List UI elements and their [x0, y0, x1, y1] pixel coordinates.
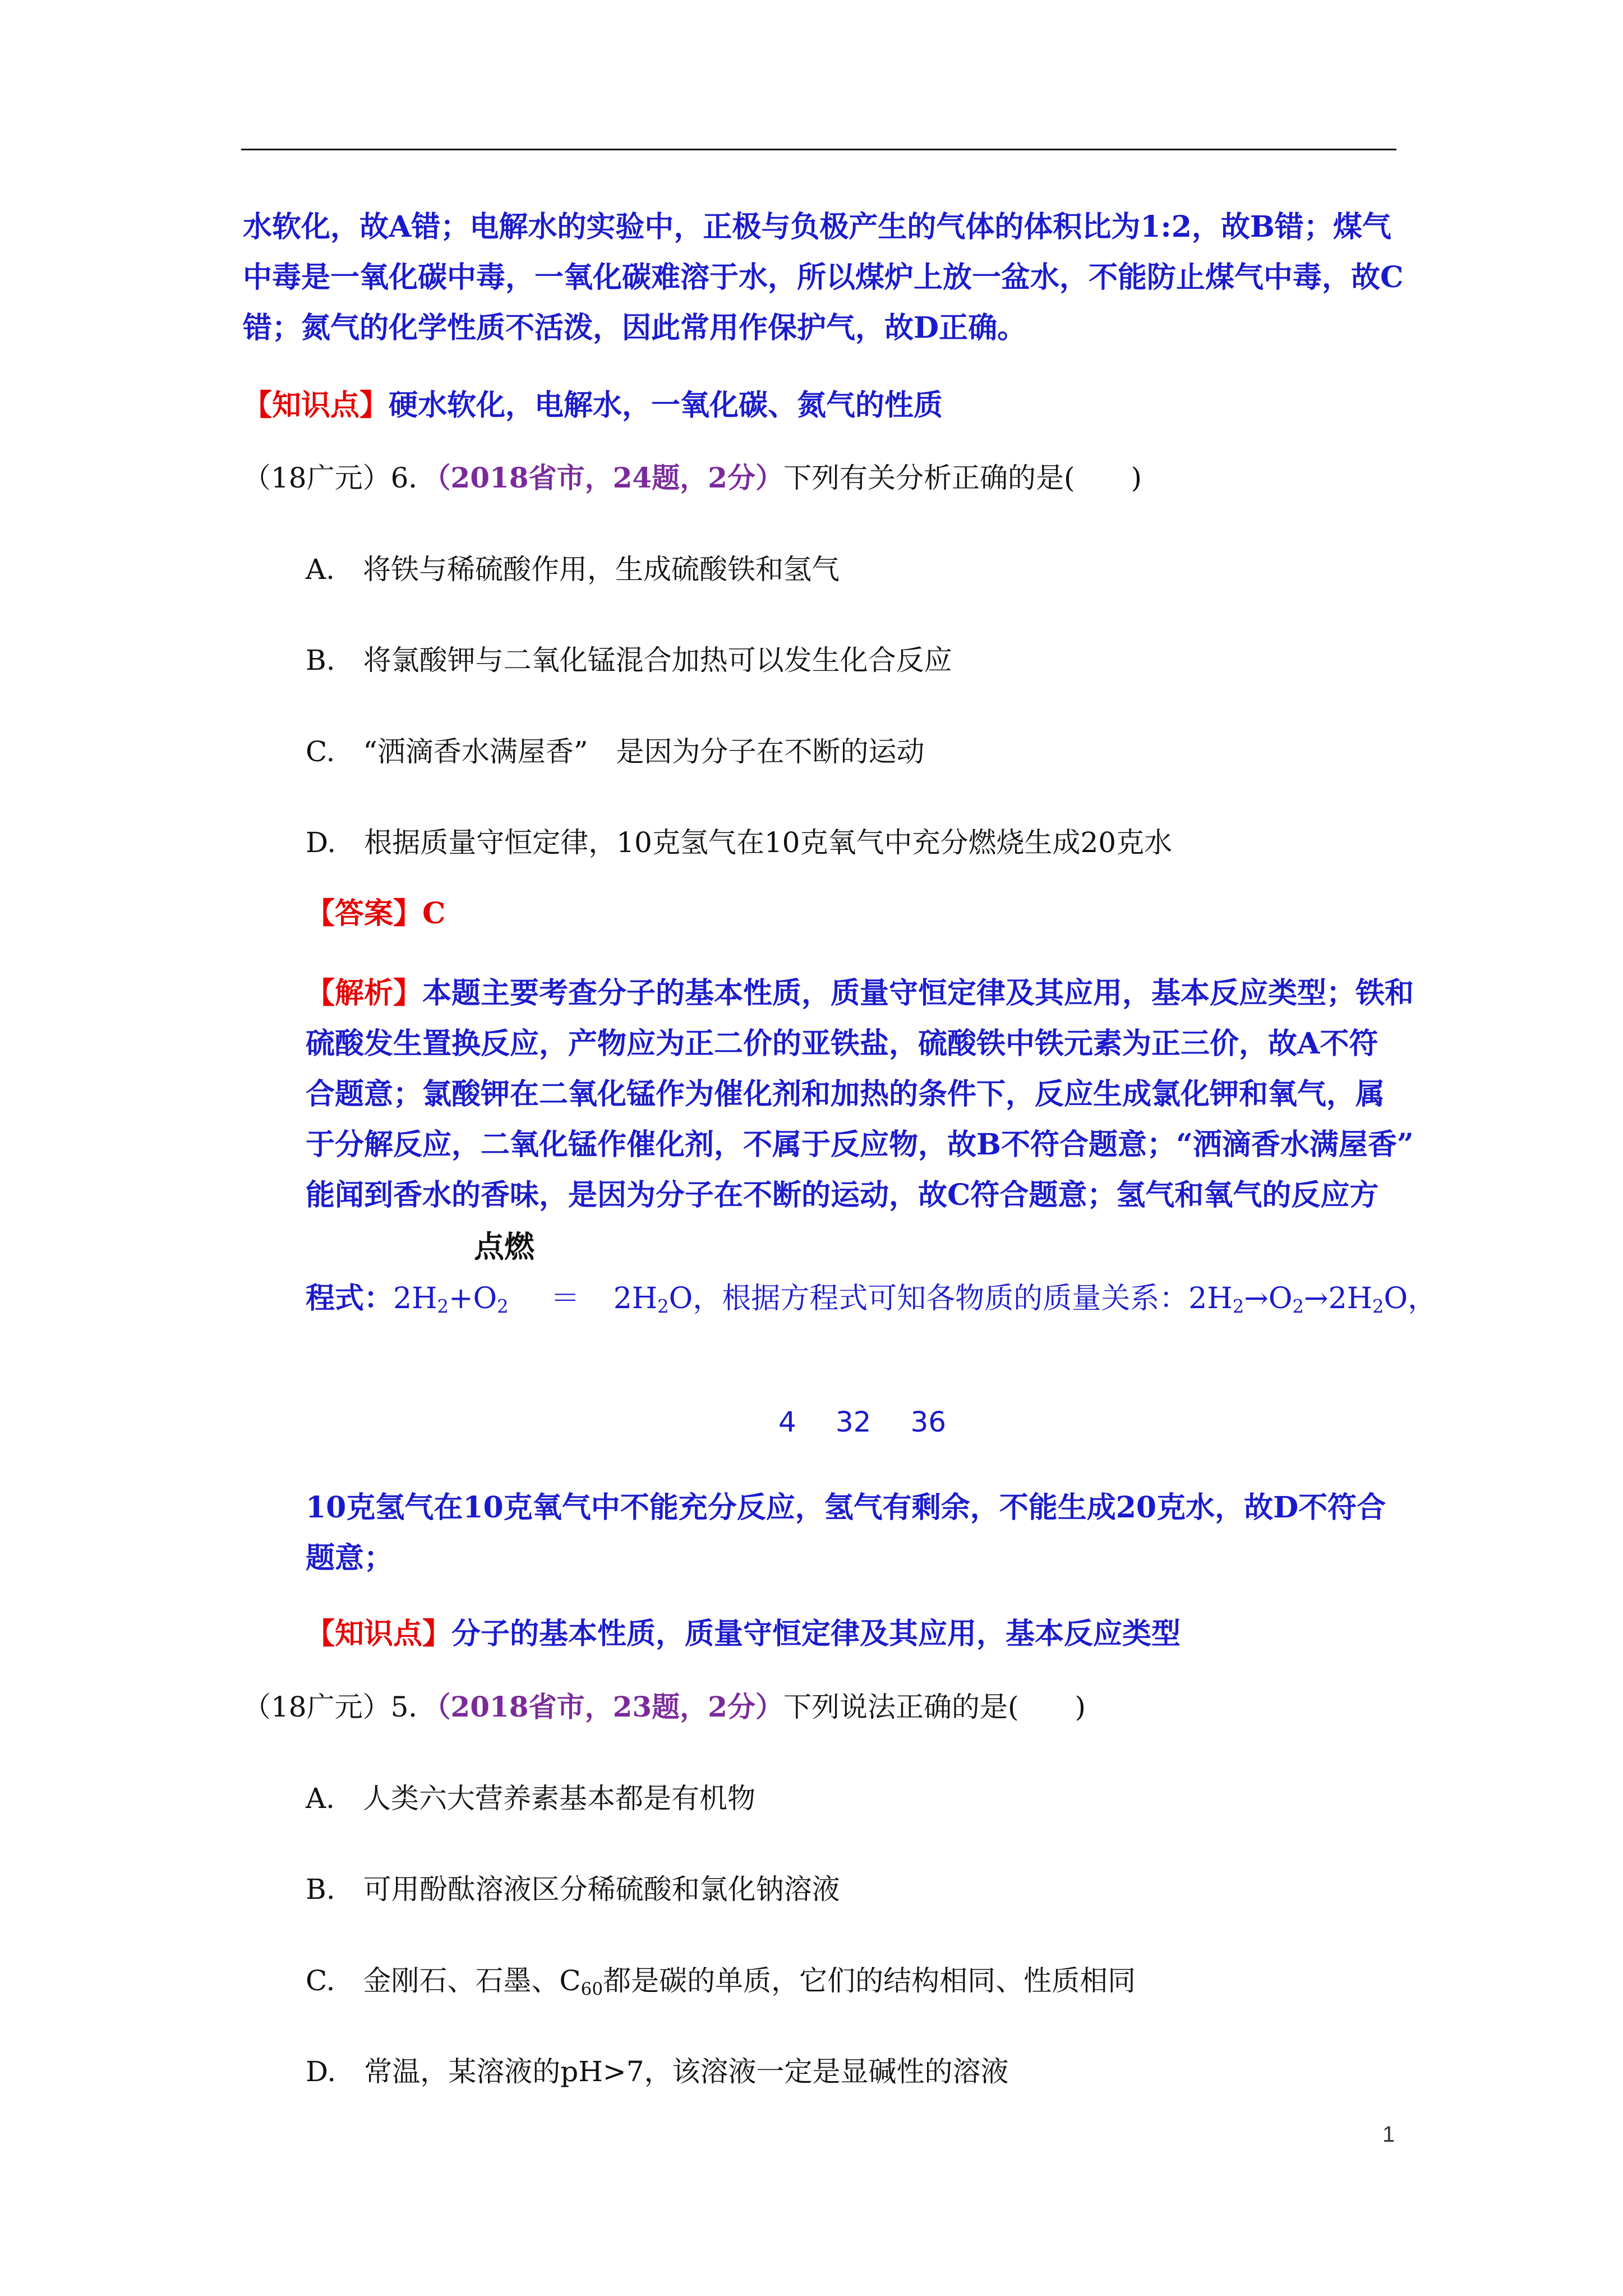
eq-o2: $+O_2$ [448, 1282, 509, 1318]
question-text: 下列说法正确的是( ) [783, 1691, 1086, 1723]
question-prefix: （18广元）6． [243, 462, 437, 494]
option-c: C. “洒滴香水满屋香” 是因为分子在不断的运动 [306, 735, 925, 768]
knowledge-label: 【知识点】 [243, 388, 389, 422]
chemical-equation [306, 1274, 1437, 1317]
analysis-text-1: 本题主要考查分子的基本性质，质量守恒定律及其应用，基本反应类型；铁和 [422, 976, 1414, 1010]
reaction-condition: 点燃 [474, 1229, 534, 1264]
knowledge-point-q6 [306, 1610, 1181, 1652]
arrow-icon: → [1303, 1282, 1329, 1315]
knowledge-point-q4 [243, 381, 943, 424]
option-b: B. 可用酚酞溶液区分稀硫酸和氯化钠溶液 [306, 1873, 840, 1906]
question-source: （2018省市，24题，2分） [436, 461, 783, 494]
mass-o2: 32 [835, 1406, 872, 1438]
analysis-line-3: 合题意；氯酸钾在二氧化锰作为催化剂和加热的条件下，反应生成氯化钾和氧气，属 [306, 1077, 1385, 1111]
eq-sign: ＝ [550, 1282, 580, 1315]
solution-line-2: 中毒是一氧化碳中毒，一氧化碳难溶于水，所以煤炉上放一盆水，不能防止煤气中毒，故C [243, 260, 1404, 295]
answer-value: C [422, 896, 446, 931]
arrow-icon: → [1244, 1282, 1269, 1315]
mass-relation: $2H_2\to O_2\to 2H_2O$， [1188, 1282, 1437, 1318]
option-b: B. 将氯酸钾与二氧化锰混合加热可以发生化合反应 [306, 644, 952, 677]
question-text: 下列有关分析正确的是( ) [783, 462, 1142, 494]
solution-line-3: 错；氮气的化学性质不活泼，因此常用作保护气，故D正确。 [243, 311, 1027, 345]
mass-values [778, 1406, 946, 1438]
analysis-tail-1: 10克氢气在10克氧气中不能充分反应，氢气有剩余，不能生成20克水，故D不符合 [306, 1490, 1386, 1525]
question-6-stem [243, 455, 1142, 496]
answer-q6 [306, 890, 445, 932]
analysis-line-1 [306, 969, 1414, 1011]
knowledge-label: 【知识点】 [306, 1617, 452, 1651]
question-prefix: （18广元）5． [243, 1691, 437, 1723]
question-5-stem [243, 1685, 1086, 1725]
analysis-line-2: 硫酸发生置换反应，产物应为正二价的亚铁盐，硫酸铁中铁元素为正三价，故A不符 [306, 1027, 1378, 1061]
question-source: （2018省市，23题，2分） [436, 1690, 783, 1723]
option-d: D. 根据质量守恒定律，10克氢气在10克氧气中充分燃烧生成20克水 [306, 826, 1173, 859]
equation-lead: 程式： [306, 1281, 394, 1315]
eq-product: $2H_2O$，根据方程式可知各物质的质量关系： [613, 1282, 1189, 1318]
mass-h2o: 36 [910, 1406, 947, 1438]
option-d: D. 常温，某溶液的pH>7，该溶液一定是显碱性的溶液 [306, 2055, 1009, 2088]
analysis-tail-2: 题意； [306, 1541, 394, 1575]
answer-label: 【答案】 [306, 896, 423, 931]
mass-h2: 4 [778, 1406, 796, 1438]
analysis-line-5: 能闻到香水的香味，是因为分子在不断的运动，故C符合题意；氢气和氧气的反应方 [306, 1178, 1379, 1212]
knowledge-text: 分子的基本性质，质量守恒定律及其应用，基本反应类型 [451, 1617, 1181, 1651]
analysis-line-4: 于分解反应，二氧化锰作催化剂，不属于反应物，故B不符合题意；“洒滴香水满屋香” [306, 1128, 1414, 1162]
option-a: A. 将铁与稀硫酸作用，生成硫酸铁和氢气 [306, 553, 840, 586]
header-rule [241, 149, 1396, 150]
option-c: C. 金刚石、石墨、$C_{60}$都是碳的单质，它们的结构相同、性质相同 [306, 1964, 1136, 1999]
knowledge-text: 硬水软化，电解水，一氧化碳、氮气的性质 [389, 388, 943, 422]
eq-h2: $2H_2$ [393, 1282, 449, 1318]
option-a: A. 人类六大营养素基本都是有机物 [306, 1782, 756, 1815]
c60-subscript: 60 [580, 1978, 603, 1999]
page-number: 1 [1382, 2122, 1395, 2147]
solution-line-1: 水软化，故A错；电解水的实验中，正极与负极产生的气体的体积比为1:2，故B错；煤气 [243, 210, 1391, 244]
analysis-label: 【解析】 [306, 976, 423, 1010]
